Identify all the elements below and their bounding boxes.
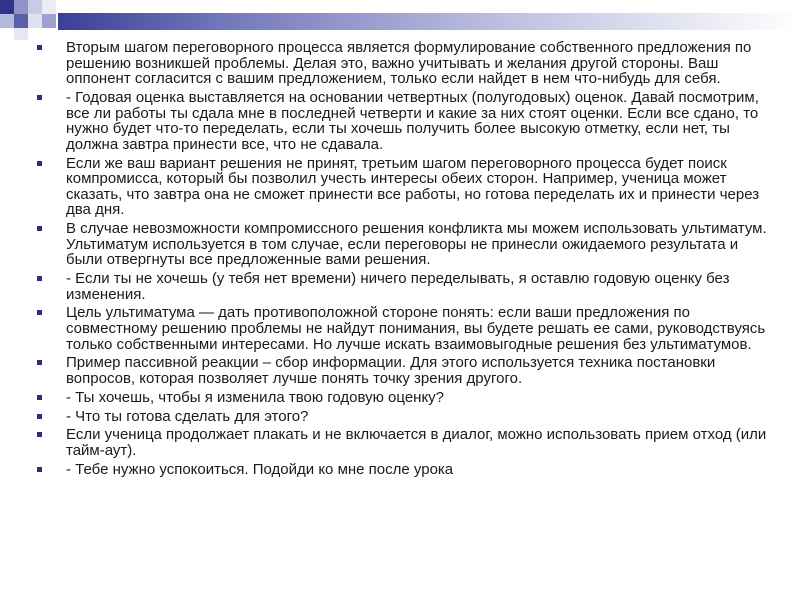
- deco-square: [14, 14, 28, 28]
- square-bullet-icon: [37, 45, 42, 50]
- square-bullet-icon: [37, 467, 42, 472]
- deco-square: [0, 14, 14, 28]
- header-gradient-bar: [58, 13, 800, 30]
- bullet-list: [0, 40, 800, 477]
- bullet-text: Вторым шагом переговорного процесса является формулирование собственного предложения по решению возникшей проблемы. Делая это, важно учитывать и желания другой стороны. Ваш оппонент согласится с вашим предложением, только если найдет в нем что-нибудь для себя.: [66, 39, 752, 88]
- bullet-item: [0, 427, 800, 458]
- bullet-item: [0, 462, 800, 478]
- bullet-item: [0, 390, 800, 406]
- square-bullet-icon: [37, 276, 42, 281]
- deco-square: [14, 28, 28, 40]
- bullet-text: - Ты хочешь, чтобы я изменила твою годовую оценку?: [66, 388, 445, 406]
- square-bullet-icon: [37, 161, 42, 166]
- bullet-item: [0, 409, 800, 425]
- bullet-text: В случае невозможности компромиссного решения конфликта мы можем использовать ультиматум. Ультиматум используется в том случае, если переговоры не принесли ожидаемого результата и были отвергнуты все предложенные вами решения.: [66, 220, 767, 269]
- bullet-text: Пример пассивной реакции – сбор информации. Для этого используется техника постановки вопросов, которая позволяет лучше понять точку зрения другого.: [66, 354, 716, 387]
- deco-square: [28, 14, 42, 28]
- bullet-text: - Тебе нужно успокоиться. Подойди ко мне после урока: [66, 460, 454, 478]
- bullet-text: Цель ультиматума — дать противоположной стороне понять: если ваши предложения по совместному решению проблемы не найдут понимания, вы будете решать ее сами, руководствуясь только собственными интересами. Но лучше искать взаимовыгодные решения без ультиматумов.: [66, 304, 766, 353]
- bullet-item: [0, 40, 800, 87]
- deco-square: [42, 0, 56, 14]
- deco-square: [14, 0, 28, 14]
- square-bullet-icon: [37, 432, 42, 437]
- bullet-text: - Годовая оценка выставляется на основании четвертных (полугодовых) оценок. Давай посмотрим, все ли работы ты сдала мне в последней четверти и какие за них стоят оценки. Если все сдано, то нужно будет что-то переделать, если ты хочешь получить более высокую отметку, если нет, ты должна завтра принести все, что не сдавала.: [66, 88, 759, 153]
- bullet-text: Если ученица продолжает плакать и не включается в диалог, можно использовать прием отход (или тайм-аут).: [66, 426, 767, 459]
- bullet-item: [0, 156, 800, 218]
- bullet-item: [0, 90, 800, 152]
- bullet-text: - Если ты не хочешь (у тебя нет времени) ничего переделывать, я оставлю годовую оценку без изменения.: [66, 270, 730, 303]
- bullet-item: [0, 355, 800, 386]
- square-bullet-icon: [37, 360, 42, 365]
- bullet-item: [0, 305, 800, 352]
- deco-square: [28, 0, 42, 14]
- bullet-item: [0, 221, 800, 268]
- deco-square: [0, 0, 14, 14]
- bullet-text: Если же ваш вариант решения не принят, третьим шагом переговорного процесса будет поиск компромисса, который бы позволил учесть интересы обеих сторон. Например, ученица может сказать, что завтра она не сможет принести все работы, но готова переделать их и принести через два дня.: [66, 154, 760, 219]
- bullet-item: [0, 271, 800, 302]
- square-bullet-icon: [37, 226, 42, 231]
- square-bullet-icon: [37, 95, 42, 100]
- deco-square: [42, 14, 56, 28]
- bullet-text: - Что ты готова сделать для этого?: [66, 407, 309, 425]
- square-bullet-icon: [37, 395, 42, 400]
- square-bullet-icon: [37, 414, 42, 419]
- slide-content: [0, 40, 800, 596]
- square-bullet-icon: [37, 310, 42, 315]
- header-decoration-squares: [0, 0, 60, 40]
